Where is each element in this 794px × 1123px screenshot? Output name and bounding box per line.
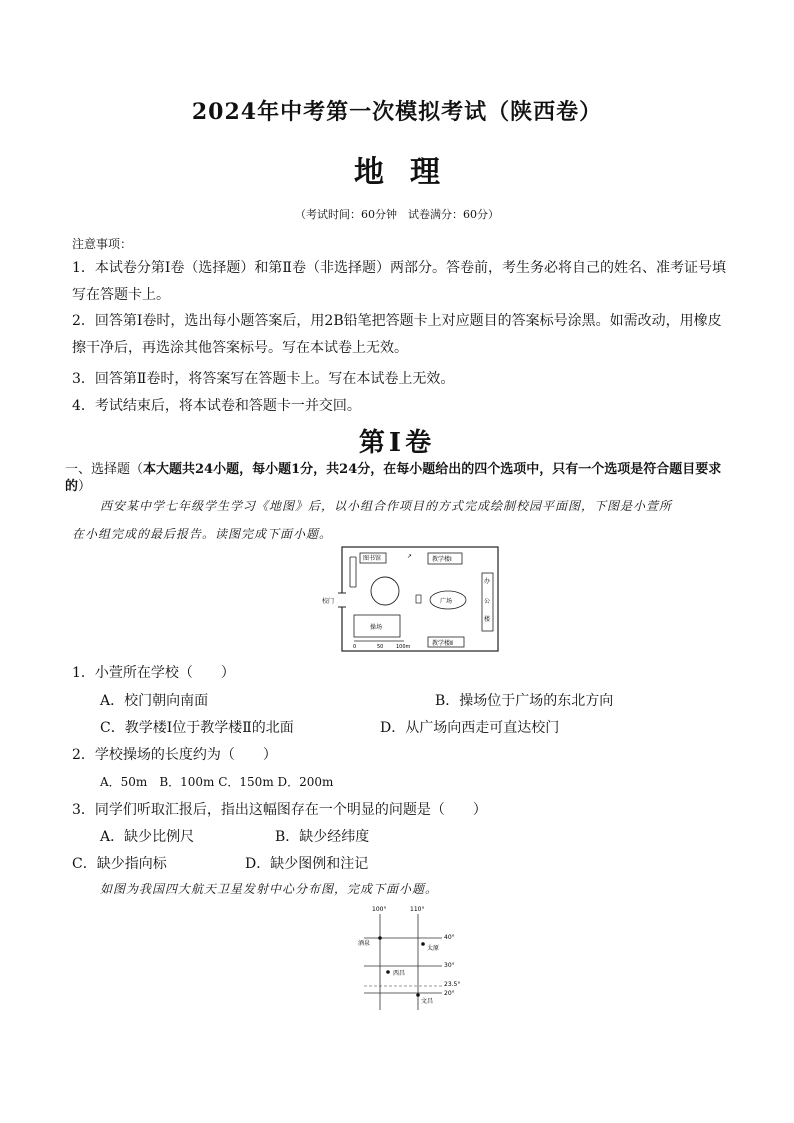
- north-arrow-icon: ↗: [407, 553, 413, 560]
- subject-title: 地理: [354, 155, 466, 190]
- campus-map: [320, 545, 500, 653]
- section-suffix: ）: [78, 479, 92, 494]
- office-label-3: 楼: [484, 616, 491, 623]
- q3-option-a: A．缺少比例尺: [100, 829, 195, 845]
- question-2-stem: 2．学校操场的长度约为（ ）: [72, 747, 277, 763]
- round-field: [371, 577, 399, 605]
- teach2-label: 教学楼Ⅱ: [432, 640, 453, 647]
- section-bold: 本大题共24小题，每小题1分，共24分，在每小题给出的四个选项中，只有一个选项是符合题目要求的: [65, 462, 722, 494]
- gate-label: 校门: [322, 598, 335, 605]
- scale-100: 100m: [396, 644, 411, 650]
- passage2: 如图为我国四大航天卫星发射中心分布图，完成下面小题。: [100, 882, 439, 896]
- launch-site-map: [330, 902, 470, 1014]
- xichang-dot: [386, 970, 390, 974]
- library-label: 图书馆: [363, 555, 382, 562]
- part-title: 第Ⅰ卷: [358, 428, 436, 458]
- section-prefix: 一、选择题（: [65, 462, 144, 477]
- question-1-stem: 1．小萱所在学校（ ）: [72, 665, 235, 681]
- lon-110-label: 110°: [410, 906, 425, 913]
- section-heading: [65, 461, 731, 495]
- q3-option-c: C．缺少指向标: [72, 856, 167, 872]
- lat-20-label: 20°: [444, 990, 455, 997]
- exam-info: （考试时间：60分钟 试卷满分：60分）: [295, 208, 499, 221]
- jiuquan-dot: [378, 936, 382, 940]
- wenchang-dot: [416, 993, 420, 997]
- passage1-line2: 在小组完成的最后报告。读图完成下面小题。: [72, 527, 333, 541]
- scale-0: 0: [353, 644, 357, 650]
- campus-boundary: [342, 547, 498, 651]
- wenchang-label: 文昌: [421, 998, 434, 1005]
- q1-option-a: A．校门朝向南面: [100, 693, 209, 709]
- teach1-label: 教学楼Ⅰ: [432, 556, 452, 563]
- q1-option-d: D．从广场向西走可直达校门: [380, 720, 560, 736]
- question-3-stem: 3．同学们听取汇报后，指出这幅图存在一个明显的问题是（ ）: [72, 802, 487, 818]
- notes-heading: 注意事项：: [72, 237, 133, 251]
- lat-235-label: 23.5°: [444, 981, 461, 988]
- q1-option-c: C．教学楼Ⅰ位于教学楼Ⅱ的北面: [100, 720, 294, 736]
- library-wing: [350, 557, 356, 587]
- q2-options: A．50m B．100m C．150m D．200m: [100, 775, 334, 789]
- passage1-line1: 西安某中学七年级学生学习《地图》后，以小组合作项目的方式完成绘制校园平面图，下图是小萱所: [100, 499, 673, 513]
- q1-option-b: B．操场位于广场的东北方向: [435, 693, 614, 709]
- taiyuan-label: 太原: [427, 945, 440, 952]
- office-label-2: 公: [484, 598, 491, 605]
- lat-30-label: 30°: [444, 962, 455, 969]
- square-label: 广场: [440, 598, 453, 605]
- lon-100-label: 100°: [372, 906, 387, 913]
- q3-option-d: D．缺少图例和注记: [245, 856, 369, 872]
- note-3: 3．回答第Ⅱ卷时，将答案写在答题卡上。写在本试卷上无效。: [72, 371, 455, 387]
- small-structure: [416, 595, 421, 603]
- q3-option-b: B．缺少经纬度: [275, 829, 370, 845]
- xichang-label: 西昌: [393, 970, 406, 977]
- lat-40-label: 40°: [444, 934, 455, 941]
- taiyuan-dot: [421, 942, 425, 946]
- jiuquan-label: 酒泉: [358, 940, 371, 947]
- scale-50: 50: [377, 644, 384, 650]
- exam-title: 2024年中考第一次模拟考试（陕西卷）: [191, 99, 603, 125]
- note-1: 1．本试卷分第Ⅰ卷（选择题）和第Ⅱ卷（非选择题）两部分。答卷前，考生务必将自己的姓名、准考证号填写在答题卡上。: [72, 260, 726, 303]
- playground-label: 操场: [370, 624, 383, 631]
- note-4: 4．考试结束后，将本试卷和答题卡一并交回。: [72, 398, 361, 414]
- note-2: 2．回答第Ⅰ卷时，选出每小题答案后，用2B铅笔把答题卡上对应题目的答案标号涂黑。如需改动，用橡皮擦干净后，再选涂其他答案标号。写在本试卷上无效。: [72, 313, 722, 356]
- office-label-1: 办: [484, 578, 491, 585]
